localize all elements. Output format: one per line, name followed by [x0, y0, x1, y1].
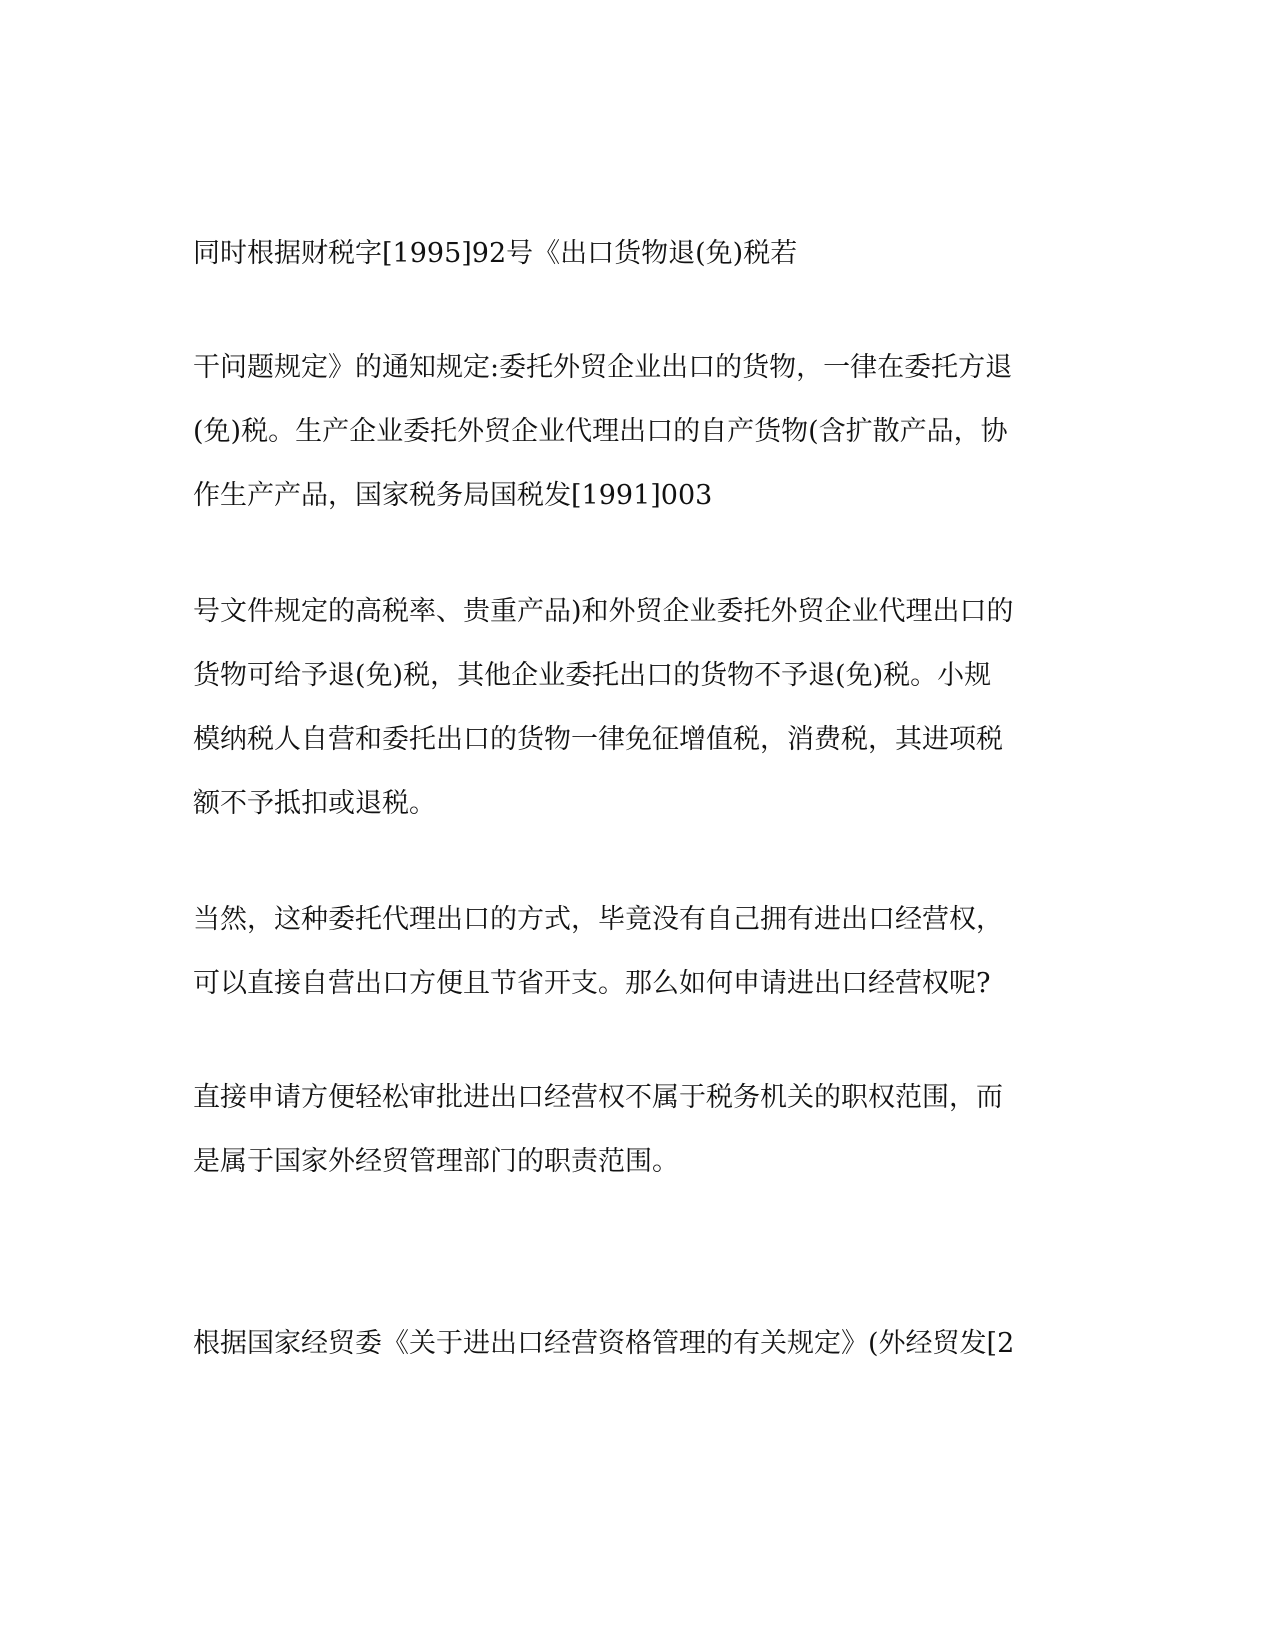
text-line: (免)税。生产企业委托外贸企业代理出口的自产货物(含扩散产品，协 — [193, 416, 1008, 447]
text-line: 是属于国家外经贸管理部门的职责范围。 — [193, 1146, 679, 1177]
text-line: 额不予抵扣或退税。 — [193, 788, 436, 819]
text-line: 干问题规定》的通知规定:委托外贸企业出口的货物，一律在委托方退 — [193, 352, 1013, 383]
text-line: 货物可给予退(免)税，其他企业委托出口的货物不予退(免)税。小规 — [193, 660, 992, 691]
text-line: 可以直接自营出口方便且节省开支。那么如何申请进出口经营权呢? — [193, 968, 991, 999]
text-line: 号文件规定的高税率、贵重产品)和外贸企业委托外贸企业代理出口的 — [193, 596, 1014, 627]
text-line: 当然，这种委托代理出口的方式，毕竟没有自己拥有进出口经营权， — [193, 904, 1003, 935]
text-line: 作生产产品，国家税务局国税发[1991]003 — [193, 480, 713, 511]
text-line: 同时根据财税字[1995]92号《出口货物退(免)税若 — [193, 238, 798, 269]
text-line: 模纳税人自营和委托出口的货物一律免征增值税，消费税，其进项税 — [193, 724, 1003, 755]
text-line: 根据国家经贸委《关于进出口经营资格管理的有关规定》(外经贸发[2 — [193, 1328, 1015, 1359]
text-line: 直接申请方便轻松审批进出口经营权不属于税务机关的职权范围，而 — [193, 1082, 1003, 1113]
